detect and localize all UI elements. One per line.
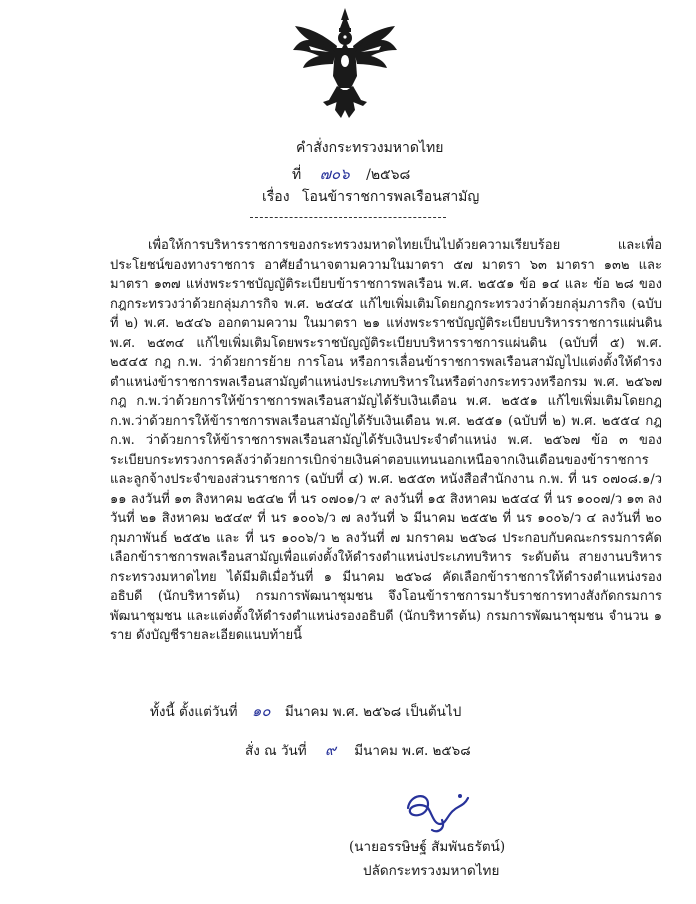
garuda-emblem [289,6,401,120]
signatory-position: ปลัดกระทรวงมหาดไทย [363,863,500,879]
handwritten-effective-day: ๑๐ [251,702,271,720]
number-label: ที่ [292,167,302,183]
handwritten-order-day: ๙ [324,741,336,759]
effective-suffix: มีนาคม พ.ศ. ๒๕๖๘ เป็นต้นไป [284,704,462,720]
order-date-prefix: สั่ง ณ วันที่ [245,743,307,759]
body-paragraph: เพื่อให้การบริหารราชการของกระทรวงมหาดไทยเป็นไปด้วยความเรียบร้อย และเพื่อประโยชน์ของทางราชการ อาศัยอำนาจตามความในมาตรา ๕๗ มาตรา ๖๓ มาตรา ๑๓๒ และมาตรา ๑๓๗ แห่งพระราชบัญญัติระเบียบข้าราชการพลเรือน พ.ศ. ๒๕๕๑ ข้อ ๑๔ และ ข้อ ๒๘ ของกฎกระทรวงว่าด้วยกลุ่มภารกิจ พ.ศ. ๒๕๔๕ แก้ไขเพิ่มเติมโดยกฎกระทรวงว่าด้วยกลุ่มภารกิจ (ฉบับที่ ๒) พ.ศ. ๒๕๔๖ ออกตามความ ในมาตรา ๒๑ แห่งพระราชบัญญัติระเบียบบริหารราชการแผ่นดิน พ.ศ. ๒๕๓๔ แก้ไขเพิ่มเติมโดยพระราชบัญญัติระเบียบบริหารราชการแผ่นดิน (ฉบับที่ ๕) พ.ศ. ๒๕๔๕ กฎ ก.พ. ว่าด้วยการย้าย การโอน หรือการเลื่อนข้าราชการพลเรือนสามัญไปแต่งตั้งให้ดำรงตำแหน่งข้าราชการพลเรือนสามัญตำแหน่งประเภทบริหารในหรือต่างกระทรวงหรือกรม พ.ศ. ๒๕๖๗ กฎ ก.พ.ว่าด้วยการให้ข้าราชการพลเรือนสามัญได้รับเงินเดือน พ.ศ. ๒๕๕๑ แก้ไขเพิ่มเติมโดยกฎ ก.พ.ว่าด้วยการให้ข้าราชการพลเรือนสามัญได้รับเงินเดือน พ.ศ. ๒๕๕๑ (ฉบับที่ ๒) พ.ศ. ๒๕๕๔ กฎ ก.พ. ว่าด้วยการให้ข้าราชการพลเรือนสามัญได้รับเงินประจำตำแหน่ง พ.ศ. ๒๕๖๗ ข้อ ๓ ของระเบียบกระทรวงการคลังว่าด้วยการเบิกจ่ายเงินค่าตอบแทนนอกเหนือจากเงินเดือนของข้าราชการและลูกจ้างประจำของส่วนราชการ (ฉบับที่ ๔) พ.ศ. ๒๕๕๓ หนังสือสำนักงาน ก.พ. ที่ นร ๐๗๐๘.๑/ว ๑๑ ลงวันที่ ๑๓ สิงหาคม ๒๕๔๒ ที่ นร ๐๗๐๑/ว ๙ ลงวันที่ ๑๕ สิงหาคม ๒๕๔๔ ที่ นร ๑๐๐๗/ว ๑๓ ลงวันที่ ๒๑ สิงหาคม ๒๕๔๙ ที่ นร ๑๐๐๖/ว ๗ ลงวันที่ ๖ มีนาคม ๒๕๕๒ ที่ นร ๑๐๐๖/ว ๔ ลงวันที่ ๒๐ กุมภาพันธ์ ๒๕๕๒ และ ที่ นร ๑๐๐๖/ว ๒ ลงวันที่ ๗ มกราคม ๒๕๖๘ ประกอบกับคณะกรรมการคัดเลือกข้าราชการพลเรือนสามัญเพื่อแต่งตั้งให้ดำรงตำแหน่งประเภทบริหาร ระดับต้น สายงานบริหาร กระทรวงมหาดไทย ได้มีมติเมื่อวันที่ ๑ มีนาคม ๒๕๖๘ คัดเลือกข้าราชการให้ดำรงตำแหน่งรองอธิบดี (นักบริหารต้น) กรมการพัฒนาชุมชน จึงโอนข้าราชการมารับราชการทางสังกัดกรมการพัฒนาชุมชน และแต่งตั้งให้ดำรงตำแหน่งรองอธิบดี (นักบริหารต้น) กรมการพัฒนาชุมชน จำนวน ๑ ราย ดังบัญชีรายละเอียดแนบท้ายนี้ [110,238,662,643]
subject-label: เรื่อง [262,189,290,205]
document-number [292,165,410,184]
order-date-suffix: มีนาคม พ.ศ. ๒๕๖๘ [354,743,471,759]
effective-prefix: ทั้งนี้ ตั้งแต่วันที่ [150,704,238,720]
signatory-name: (นายอรรษิษฐ์ สัมพันธรัตน์) [349,839,506,855]
handwritten-number: ๗๐๖ [319,165,350,183]
effective-date-line [150,702,461,721]
subject-text: โอนข้าราชการพลเรือนสามัญ [302,189,480,205]
document-title: คำสั่งกระทรวงมหาดไทย [296,140,444,156]
order-date-line [245,741,471,760]
header-divider [250,217,446,218]
number-year: /๒๕๖๘ [366,167,411,183]
document-subject [262,188,479,206]
handwritten-signature [398,784,478,838]
